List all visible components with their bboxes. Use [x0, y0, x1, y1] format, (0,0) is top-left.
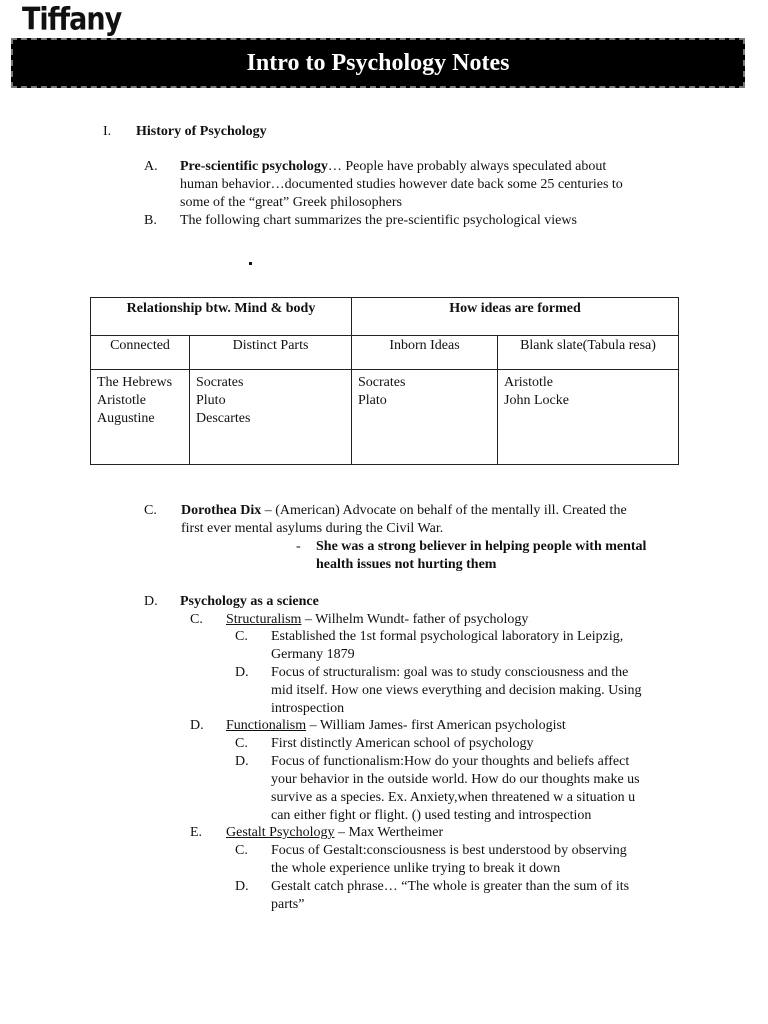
- item-b-text: The following chart summarizes the pre-scientific psychological views: [180, 213, 577, 228]
- item-b-marker: B.: [144, 213, 157, 228]
- bullet-line2: health issues not hurting them: [316, 557, 497, 572]
- functionalism-d-line1: Focus of functionalism:How do your thoughts and beliefs affect: [271, 754, 630, 769]
- chart-cell-connected: [91, 370, 190, 465]
- chart-name: The Hebrews: [97, 375, 173, 390]
- chart-name: Descartes: [196, 411, 251, 426]
- gestalt-marker: E.: [190, 825, 203, 840]
- chart-name: Plato: [358, 393, 387, 408]
- chart-name: Socrates: [358, 375, 406, 390]
- structuralism-d-line1: Focus of structuralism: goal was to study consciousness and the: [271, 665, 629, 680]
- item-c-rest: – (American) Advocate on behalf of the mentally ill. Created the: [261, 503, 627, 518]
- gestalt-d-line1: Gestalt catch phrase… “The whole is greater than the sum of its: [271, 879, 630, 894]
- bullet-dash: -: [296, 539, 301, 554]
- functionalism-name: Functionalism: [226, 718, 307, 733]
- structuralism-c-marker: C.: [235, 629, 248, 644]
- chart-name: Pluto: [196, 393, 226, 408]
- bullet-line1: She was a strong believer in helping people with mental: [316, 539, 647, 554]
- item-c-marker: C.: [144, 503, 157, 518]
- functionalism-rest: – William James- first American psychologist: [306, 718, 566, 733]
- gestalt-c-line1: Focus of Gestalt:consciousness is best understood by observing: [271, 843, 627, 858]
- item-c-line2: first ever mental asylums during the Civil War.: [181, 521, 444, 536]
- functionalism-c-marker: C.: [235, 736, 248, 751]
- structuralism-d-line3: introspection: [271, 701, 345, 716]
- structuralism-d-line2: mid itself. How one views everything and decision making. Using: [271, 683, 642, 698]
- chart-cell-inborn: [352, 370, 498, 465]
- functionalism-d-marker: D.: [235, 754, 249, 769]
- structuralism-name: Structuralism: [226, 612, 302, 627]
- structuralism-marker: C.: [190, 612, 203, 627]
- item-a-line2: human behavior…documented studies however date back some 25 centuries to: [180, 177, 623, 192]
- structuralism-d-marker: D.: [235, 665, 249, 680]
- section-heading: History of Psychology: [136, 124, 267, 139]
- chart-cell-distinct: [190, 370, 352, 465]
- item-c-line1: [181, 502, 627, 520]
- structuralism-c-line2: Germany 1879: [271, 647, 355, 662]
- functionalism-d-line3: survive as a species. Ex. Anxiety,when threatened w a situation u: [271, 790, 636, 805]
- item-c-bold: Dorothea Dix: [181, 503, 262, 518]
- stray-dot: [249, 262, 252, 265]
- structuralism-rest: – Wilhelm Wundt- father of psychology: [301, 612, 529, 627]
- functionalism-c-line1: First distinctly American school of psychology: [271, 736, 534, 751]
- structuralism-c-line1: Established the 1st formal psychological laboratory in Leipzig,: [271, 629, 624, 644]
- functionalism-marker: D.: [190, 718, 204, 733]
- item-a-bold: Pre-scientific psychology: [180, 159, 328, 174]
- chart-sub-inborn: Inborn Ideas: [352, 336, 498, 370]
- functionalism-d-line2: your behavior in the outside world. How do our thoughts make us: [271, 772, 640, 787]
- chart-sub-connected: Connected: [91, 336, 190, 370]
- gestalt-d-line2: parts”: [271, 897, 305, 912]
- gestalt-c-line2: the whole experience unlike trying to break it down: [271, 861, 561, 876]
- item-d-heading: Psychology as a science: [180, 594, 319, 609]
- handwritten-signature: Tiffany: [22, 2, 122, 38]
- item-a-line3: some of the “great” Greek philosophers: [180, 195, 402, 210]
- functionalism-line: [226, 717, 566, 735]
- chart-name: Aristotle: [97, 393, 146, 408]
- section-marker: I.: [103, 124, 112, 139]
- gestalt-rest: – Max Wertheimer: [334, 825, 444, 840]
- structuralism-line: [226, 611, 528, 629]
- item-d-marker: D.: [144, 594, 158, 609]
- item-a-marker: A.: [144, 159, 158, 174]
- chart-header-ideas: How ideas are formed: [352, 298, 679, 336]
- chart-sub-blank-slate: Blank slate(Tabula resa): [498, 336, 679, 370]
- item-a-rest: … People have probably always speculated about: [327, 159, 607, 174]
- chart-header-mind-body: Relationship btw. Mind & body: [91, 298, 352, 336]
- chart-name: Aristotle: [504, 375, 553, 390]
- item-a-line1: [180, 158, 606, 176]
- gestalt-d-marker: D.: [235, 879, 249, 894]
- gestalt-c-marker: C.: [235, 843, 248, 858]
- title-banner: [11, 38, 745, 88]
- views-chart: [90, 297, 679, 465]
- chart-sub-distinct: Distinct Parts: [190, 336, 352, 370]
- chart-cell-blank-slate: [498, 370, 679, 465]
- gestalt-line: [226, 824, 443, 842]
- page-title: Intro to Psychology Notes: [246, 49, 510, 76]
- chart-name: Socrates: [196, 375, 244, 390]
- chart-name: Augustine: [97, 411, 155, 426]
- gestalt-name: Gestalt Psychology: [226, 825, 335, 840]
- functionalism-d-line4: can either fight or flight. () used testing and introspection: [271, 808, 592, 823]
- chart-name: John Locke: [504, 393, 569, 408]
